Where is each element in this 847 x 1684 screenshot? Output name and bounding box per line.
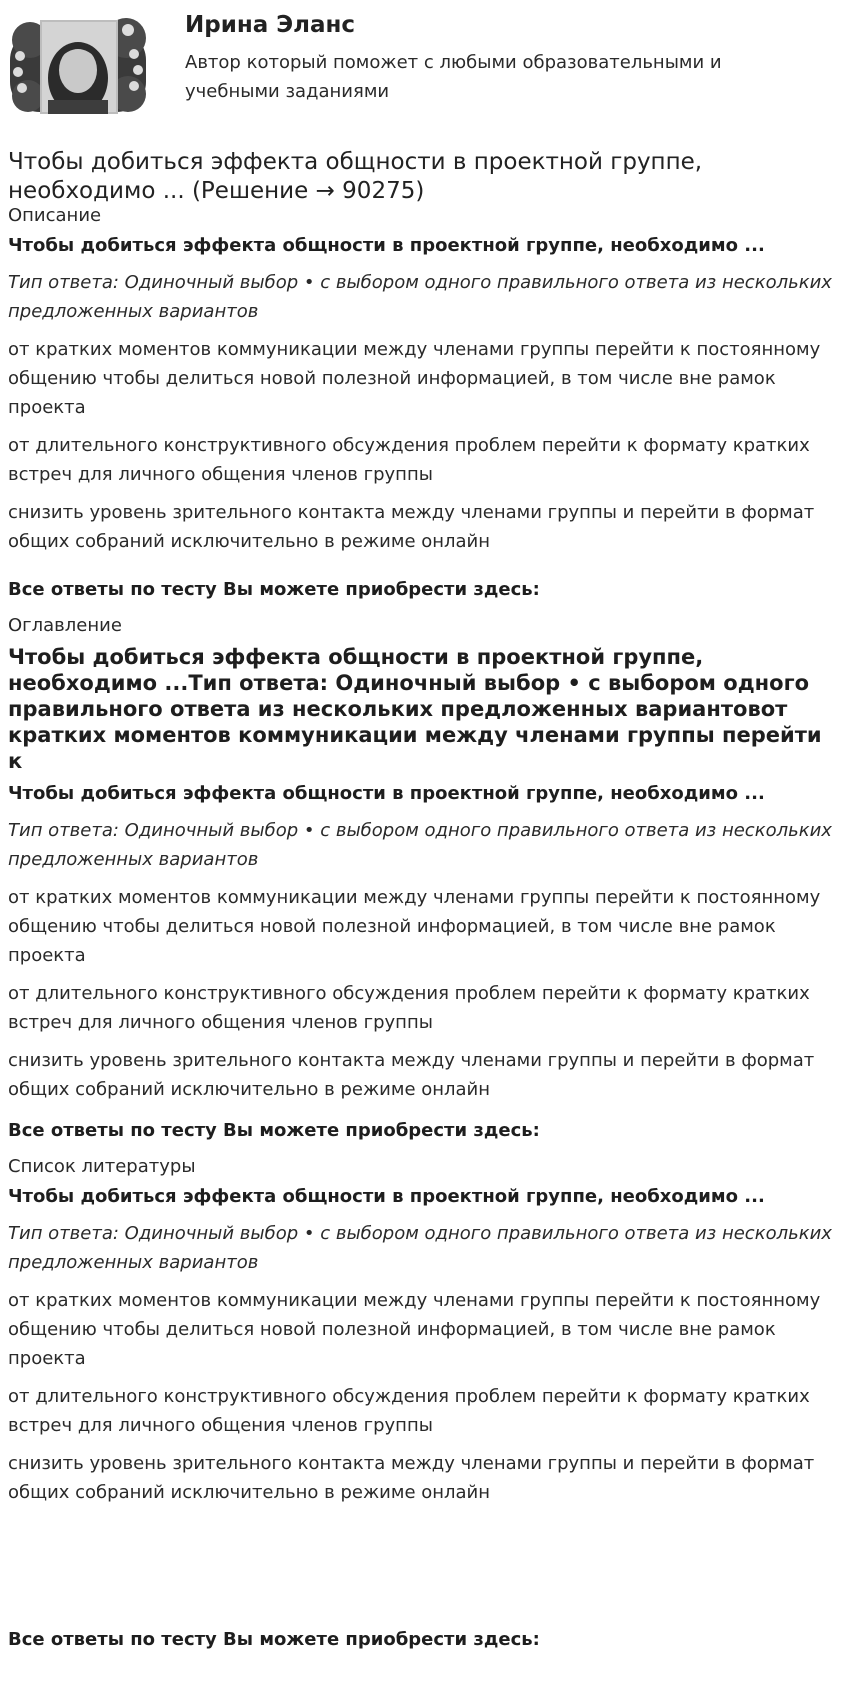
- author-name[interactable]: Ирина Эланс: [185, 12, 356, 38]
- question-title: Чтобы добиться эффекта общности в проектной группе, необходимо ...: [8, 235, 765, 256]
- answer-option: от длительного конструктивного обсуждения проблем перейти к формату кратких встреч для личного общения членов группы: [8, 983, 810, 1033]
- bibliography-section: [8, 1155, 838, 1516]
- answer-type: Тип ответа: Одиночный выбор • с выбором одного правильного ответа из нескольких предложенных вариантов: [8, 820, 832, 870]
- buy-answers-text[interactable]: Все ответы по тесту Вы можете приобрести здесь:: [8, 579, 540, 600]
- answer-option: от кратких моментов коммуникации между членами группы перейти к постоянному общению чтобы делиться новой полезной информацией, в том числе вне рамок проекта: [8, 1290, 821, 1369]
- toc-section: [8, 614, 838, 1113]
- question-title: Чтобы добиться эффекта общности в проектной группе, необходимо ...: [8, 783, 765, 804]
- answer-option: снизить уровень зрительного контакта между членами группы и перейти в формат общих собраний исключительно в режиме онлайн: [8, 1453, 815, 1503]
- answer-option: от кратких моментов коммуникации между членами группы перейти к постоянному общению чтобы делиться новой полезной информацией, в том числе вне рамок проекта: [8, 339, 821, 418]
- answer-option: от длительного конструктивного обсуждения проблем перейти к формату кратких встреч для личного общения членов группы: [8, 1386, 810, 1436]
- buy-answers-text[interactable]: Все ответы по тесту Вы можете приобрести здесь:: [8, 1629, 540, 1650]
- question-title: Чтобы добиться эффекта общности в проектной группе, необходимо ...: [8, 1186, 765, 1207]
- answer-type: Тип ответа: Одиночный выбор • с выбором одного правильного ответа из нескольких предложенных вариантов: [8, 272, 832, 322]
- answer-option: снизить уровень зрительного контакта между членами группы и перейти в формат общих собраний исключительно в режиме онлайн: [8, 502, 815, 552]
- toc-heading: Чтобы добиться эффекта общности в проектной группе, необходимо ...Тип ответа: Одиночный выбор • с выбором одного правильного ответа из нескольких предложенных вариантовот кратких моментов коммуникации между членами группы перейти к: [8, 645, 822, 773]
- author-description: Автор который поможет с любыми образовательными и учебными заданиями: [185, 52, 722, 102]
- bibliography-label: Список литературы: [8, 1156, 196, 1177]
- description-section: [8, 204, 838, 565]
- answer-option: от длительного конструктивного обсуждения проблем перейти к формату кратких встреч для личного общения членов группы: [8, 435, 810, 485]
- page-title: Чтобы добиться эффекта общности в проектной группе, необходимо ... (Решение → 90275): [8, 149, 703, 204]
- answer-option: снизить уровень зрительного контакта между членами группы и перейти в формат общих собраний исключительно в режиме онлайн: [8, 1050, 815, 1100]
- answer-option: от кратких моментов коммуникации между членами группы перейти к постоянному общению чтобы делиться новой полезной информацией, в том числе вне рамок проекта: [8, 887, 821, 966]
- author-header: [0, 0, 847, 135]
- buy-answers-text[interactable]: Все ответы по тесту Вы можете приобрести здесь:: [8, 1120, 540, 1141]
- description-label: Описание: [8, 205, 102, 226]
- answer-type: Тип ответа: Одиночный выбор • с выбором одного правильного ответа из нескольких предложенных вариантов: [8, 1223, 832, 1273]
- author-avatar[interactable]: [8, 8, 148, 126]
- toc-label: Оглавление: [8, 615, 122, 636]
